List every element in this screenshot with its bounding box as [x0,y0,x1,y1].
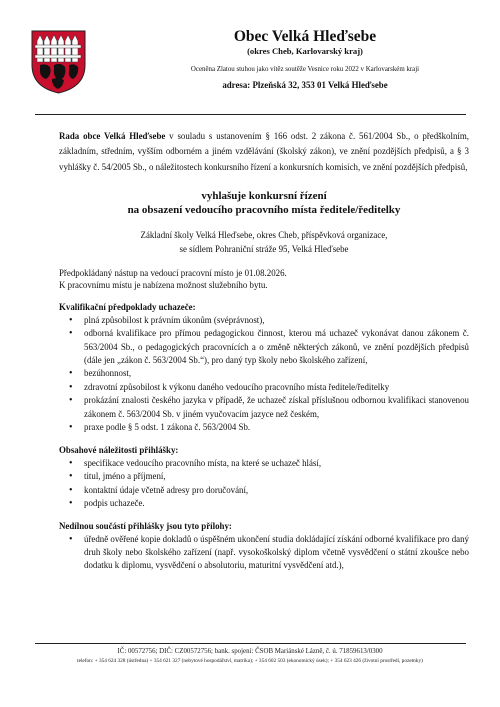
footer-phone-info: telefon: + 354 624 328 (ústředna) + 354 621 327 (nebytové hospodářství, matrika); + 354 602 503 (ekonomický úsek); + 354 623 426 (životní prostředí, pozemky) [77,658,423,664]
list-item: • bezúhonnost, [69,368,132,380]
footer-divider [35,643,466,644]
declaration-line-1: vyhlašuje konkursní řízení [201,189,327,202]
start-info [59,267,469,291]
bullet-icon: • [69,314,73,326]
bullet-icon: • [69,381,73,393]
list-item: • titul, jméno a příjmení, [69,471,166,483]
bullet-icon: • [69,395,73,407]
bullet-icon: • [69,484,73,496]
qualifications-heading: Kvalifikační předpoklady uchazeče: [59,301,196,312]
list-item: • podpis uchazeče. [69,498,145,510]
start-line-1: Předpokládaný nástup na vedoucí pracovní místo je 01.08.2026. [59,267,287,278]
application-heading: Obsahové náležitosti přihlášky: [59,444,179,455]
start-line-2: K pracovnímu místu je nabízena možnost služebního bytu. [59,279,268,290]
municipality-region: (okres Cheb, Karlovarský kraj) [247,46,363,56]
intro-paragraph [59,129,469,175]
declaration-line-2: na obsazení vedoucího pracovního místa ředitele/ředitelky [127,203,401,216]
list-item: • specifikace vedoucího pracovního místa, na které se uchazeč hlásí, [69,457,322,469]
municipality-address: adresa: Plzeňská 32, 353 01 Velká Hleďsebe [222,80,388,90]
list-item: • odborná kvalifikace pro přímou pedagogickou činnost, kterou má uchazeč vykonávat danou zákonem č. 563/2004 Sb., o pedagogických pracovnících a o změně některých zákonů, ve znění pozdějších předpisů (dále jen „zákon č. 563/2004 Sb.“), pro daný typ školy nebo školského zařízení, [69,328,469,365]
list-item: • kontaktní údaje včetně adresy pro doručování, [69,484,249,496]
bullet-icon: • [69,422,73,434]
header-divider [35,114,466,115]
bullet-icon: • [69,471,73,483]
bullet-icon: • [69,498,73,510]
list-item: • praxe podle § 5 odst. 1 zákona č. 563/2004 Sb. [69,422,251,434]
bullet-icon: • [69,368,73,380]
list-item: • úředně ověřené kopie dokladů o úspěšném ukončení studia dokládající získání odborné kvalifikace pro daný druh školy nebo školského zařízení (např. vysokoškolský diplom včetně vysvědčení o státní zkoušce nebo dodatku k diplomu, vysvědčení o absolutoriu, maturitní vysvědčení atd.), [69,533,469,571]
footer-bank-info: IČ: 00572756; DIČ: CZ00572756; bank. spojení: ČSOB Mariánské Lázně, č. ú. 71859613/0300 [117,648,383,655]
attachments-heading: Nedílnou součástí přihlášky jsou tyto přílohy: [59,520,232,531]
award-note: Oceněna Zlatou stuhou jako vítěz soutěže Vesnice roku 2022 v Karlovarském kraji [190,66,420,73]
bullet-icon: • [69,457,73,469]
school-info [59,228,469,257]
letterhead [150,28,460,91]
list-item: • prokázání znalosti českého jazyka v případě, že uchazeč získal příslušnou odbornou kvalifikaci stanovenou zákonem č. 563/2004 Sb. v jiném vyučovacím jazyce než českém, [69,395,469,419]
qualifications-list [59,314,469,435]
list-item: • zdravotní způsobilost k výkonu daného vedoucího pracovního místa ředitele/ředitelky [69,381,390,393]
bullet-icon: • [69,328,73,340]
application-list [59,457,469,511]
intro-lead: Rada obce Velká Hleďsebe [59,131,166,141]
list-item: • plná způsobilost k právním úkonům (svéprávnost), [69,314,265,326]
school-line-1: Základní školy Velká Hleďsebe, okres Cheb, příspěvková organizace, [140,229,388,240]
declaration-title [59,189,469,217]
municipal-crest-icon [30,29,87,95]
intro-text: v souladu s ustanovením § 166 odst. 2 zákona č. 561/2004 Sb., o předškolním, základním, středním, vyšším odborném a jiném vzdělávání (školský zákon), ve znění pozdějších předpisů, a § 3 vyhlášky č. 54/2005 Sb., o náležitostech konkursního řízení a konkursních komisích, ve znění pozdějších předpisů, [59,131,469,172]
school-line-2: se sídlem Pohraniční stráže 95, Velká Hleďsebe [179,244,349,255]
attachments-list [59,533,469,573]
municipality-name: Obec Velká Hleďsebe [233,28,377,45]
document-body [59,129,469,573]
bullet-icon: • [69,533,73,545]
